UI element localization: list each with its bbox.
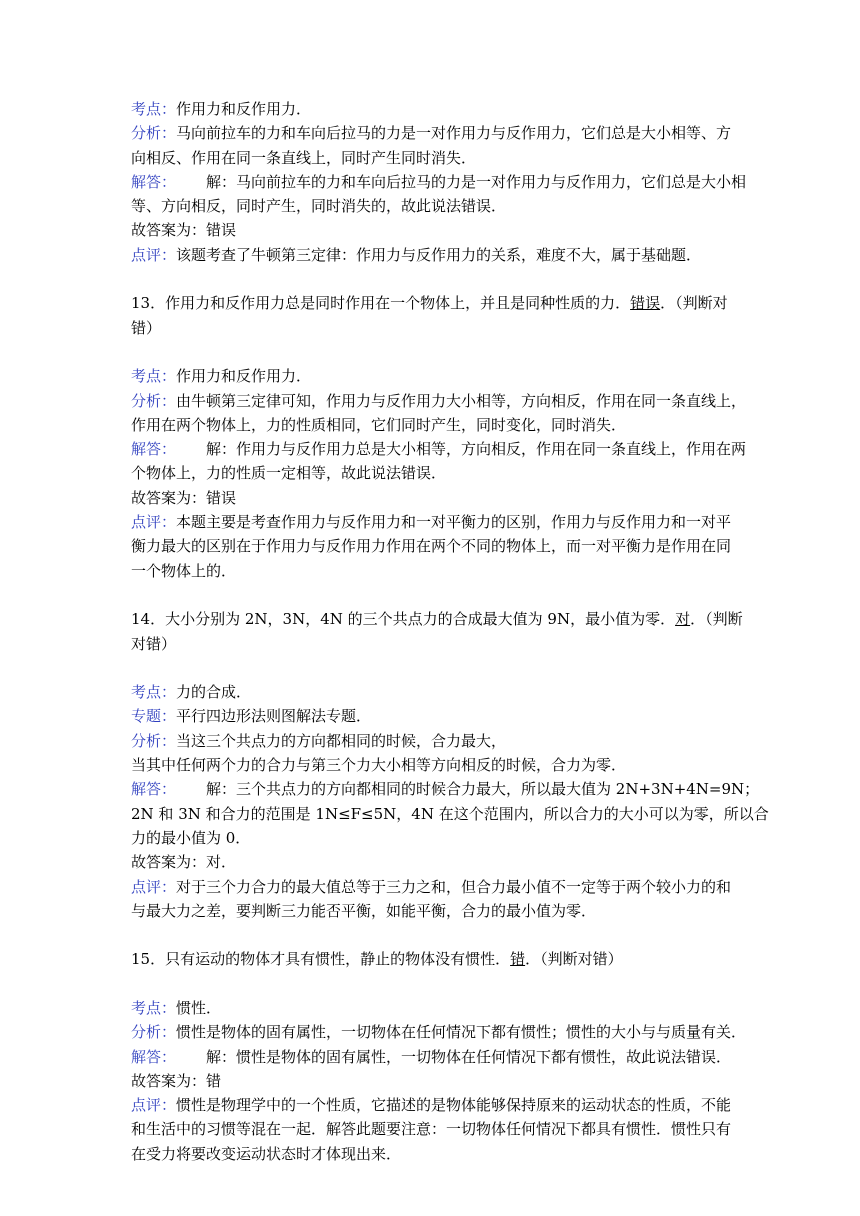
jieda-text: 解：马向前拉车的力和车向后拉马的力是一对作用力与反作用力，它们总是大小相 [206,172,747,191]
jieda-label: 解答： [131,780,177,799]
jieda-text: 解：作用力与反作用力总是大小相等，方向相反，作用在同一条直线上，作用在两 [206,440,747,459]
q14-dianping-cont: 与最大力之差，要判断三力能否平衡，如能平衡，合力的最小值为零． [131,901,597,920]
kaodian-text: 惯性． [176,998,222,1017]
jieda-text: 解：惯性是物体的固有属性，一切物体在任何情况下都有惯性，故此说法错误． [206,1047,732,1066]
q15-kaodian [131,996,731,1020]
q14-fenxi [131,729,731,753]
dianping-label: 点评： [131,513,177,532]
question-suffix: ．（判断对错） [525,950,623,969]
fenxi-text: 马向前拉车的力和车向后拉马的力是一对作用力与反作用力，它们总是大小相等、方 [176,124,732,143]
question-answer: 对 [675,610,691,629]
dianping-text: 对于三个力合力的最大值总等于三力之和，但合力最小值不一定等于两个较小力的和 [176,877,732,896]
fenxi-text: 当这三个共点力的方向都相同的时候，合力最大， [176,731,507,750]
q15-dianping-cont: 和生活中的习惯等混在一起．解答此题要注意：一切物体任何情况下都具有惯性．惯性只有 [131,1120,732,1139]
q15-dianping [131,1093,731,1117]
q12-answer: 故答案为：错误 [131,221,237,240]
question-suffix: ．（判断对 [660,294,728,313]
q15-answer: 故答案为：错 [131,1071,222,1090]
fenxi-label: 分析： [131,391,177,410]
q14-question [131,607,743,631]
q15-question [131,947,731,971]
q15-fenxi [131,1020,747,1044]
q15-dianping-cont2: 在受力将要改变运动状态时才体现出来． [131,1144,402,1163]
question-answer: 错误 [630,294,661,313]
q12-fenxi-cont: 向相反、作用在同一条直线上，同时产生同时消失． [131,148,477,167]
q13-kaodian [131,364,731,388]
q13-fenxi [131,389,747,413]
kaodian-text: 作用力和反作用力． [176,367,312,386]
question-text: 14．大小分别为 2N，3N，4N 的三个共点力的合成最大值为 9N，最小值为零． [131,610,676,629]
jieda-label: 解答： [131,172,177,191]
dianping-label: 点评： [131,245,177,264]
dianping-label: 点评： [131,877,177,896]
fenxi-text: 由牛顿第三定律可知，作用力与反作用力大小相等，方向相反，作用在同一条直线上， [176,391,747,410]
question-suffix: ．（判断 [690,610,743,629]
q13-jieda-cont: 个物体上，力的性质一定相等，故此说法错误． [131,464,447,483]
kaodian-label: 考点： [131,683,177,702]
question-answer: 错 [510,950,526,969]
q12-fenxi [131,121,731,145]
question-text: 15．只有运动的物体才具有惯性，静止的物体没有惯性． [131,950,511,969]
q12-kaodian [131,97,731,121]
q13-fenxi-cont: 作用在两个物体上，力的性质相同，它们同时产生，同时变化，同时消失． [131,415,627,434]
q13-dianping [131,510,731,534]
q14-zhuanti [131,704,731,728]
q14-jieda-cont2: 力的最小值为 0． [131,828,251,847]
fenxi-label: 分析： [131,1023,177,1042]
q15-jieda [131,1045,731,1069]
dianping-text: 该题考查了牛顿第三定律：作用力与反作用力的关系，难度不大，属于基础题． [176,245,702,264]
fenxi-text: 惯性是物体的固有属性，一切物体在任何情况下都有惯性；惯性的大小与与质量有关． [176,1023,747,1042]
dianping-text: 本题主要是考查作用力与反作用力和一对平衡力的区别，作用力与反作用力和一对平 [176,513,732,532]
dianping-text: 惯性是物理学中的一个性质，它描述的是物体能够保持原来的运动状态的性质，不能 [176,1096,732,1115]
q13-dianping-cont: 衡力最大的区别在于作用力与反作用力作用在两个不同的物体上，而一对平衡力是作用在同 [131,537,732,556]
q13-question [131,291,731,315]
q13-dianping-cont2: 一个物体上的． [131,561,237,580]
q14-question-cont: 对错） [131,634,177,653]
fenxi-label: 分析： [131,124,177,143]
kaodian-label: 考点： [131,998,177,1017]
kaodian-text: 作用力和反作用力． [176,100,312,118]
fenxi-label: 分析： [131,731,177,750]
q14-dianping [131,875,731,899]
q14-fenxi-cont: 当其中任何两个力的合力与第三个力大小相等方向相反的时候，合力为零． [131,756,627,775]
q13-jieda [131,437,747,461]
q12-jieda [131,170,747,194]
jieda-label: 解答： [131,1047,177,1066]
zhuanti-text: 平行四边形法则图解法专题． [176,707,372,726]
q13-answer: 故答案为：错误 [131,488,237,507]
q13-question-cont: 错） [131,318,162,337]
q14-jieda-cont: 2N 和 3N 和合力的范围是 1N≤F≤5N，4N 在这个范围内，所以合力的大小可以为零，所以合 [131,804,769,823]
q12-dianping [131,243,731,267]
q14-answer: 故答案为：对． [131,853,237,872]
dianping-label: 点评： [131,1096,177,1115]
kaodian-text: 力的合成． [176,683,252,702]
kaodian-label: 考点： [131,100,177,118]
q14-jieda [131,777,760,801]
kaodian-label: 考点： [131,367,177,386]
jieda-label: 解答： [131,440,177,459]
document-content [131,97,769,1166]
q14-kaodian [131,680,731,704]
question-text: 13．作用力和反作用力总是同时作用在一个物体上，并且是同种性质的力． [131,294,631,313]
zhuanti-label: 专题： [131,707,177,726]
jieda-text: 解：三个共点力的方向都相同的时候合力最大，所以最大值为 2N+3N+4N=9N； [206,780,760,799]
q12-jieda-cont: 等、方向相反，同时产生，同时消失的，故此说法错误． [131,197,507,216]
